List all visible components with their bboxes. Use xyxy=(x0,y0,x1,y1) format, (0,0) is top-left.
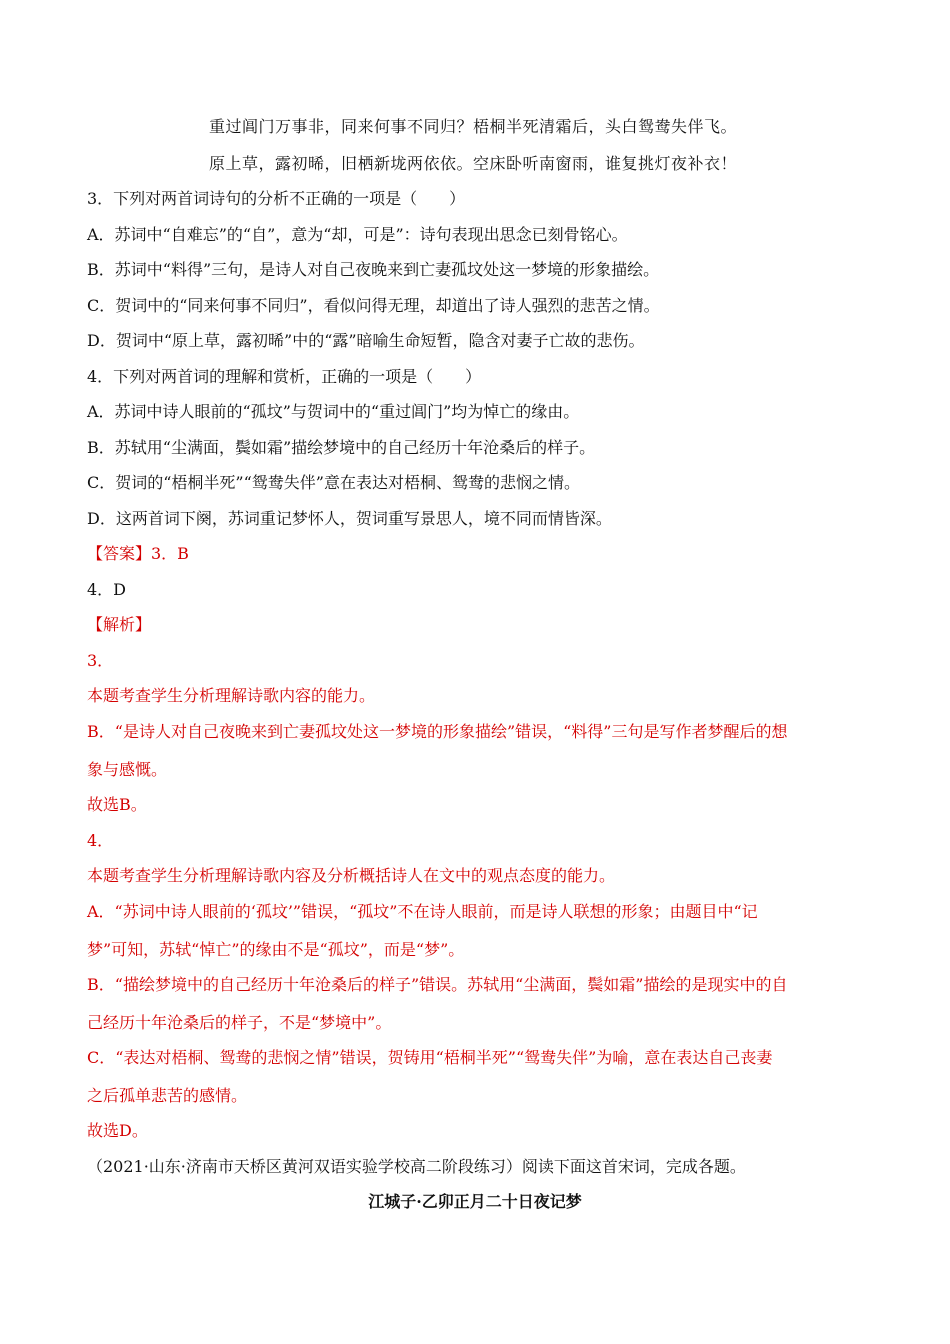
analysis-q4-number: 4． xyxy=(87,831,114,850)
question-3-stem: 3．下列对两首词诗句的分析不正确的一项是（ ） xyxy=(87,189,466,208)
analysis-q3-line-1: 本题考查学生分析理解诗歌内容的能力。 xyxy=(87,686,376,705)
next-poem-title: 江城子·乙卯正月二十日夜记梦 xyxy=(368,1192,582,1211)
analysis-q3-line-2: B．“是诗人对自己夜晚来到亡妻孤坟处这一梦境的形象描绘”错误，“料得”三句是写作者梦醒后的想 xyxy=(87,722,788,741)
question-4-option-b: B．苏轼用“尘满面，鬓如霜”描绘梦境中的自己经历十年沧桑后的样子。 xyxy=(87,438,596,457)
answer-label: 【答案】3．B xyxy=(87,544,189,563)
analysis-q4-line-6: C．“表达对梧桐、鸳鸯的悲悯之情”错误，贺铸用“梧桐半死”“鸳鸯失伴”为喻，意在表达自己丧妻 xyxy=(87,1048,773,1067)
analysis-q4-line-2: A．“苏词中诗人眼前的‘孤坟’”错误，“孤坟”不在诗人眼前，而是诗人联想的形象；由题目中“记 xyxy=(87,902,758,921)
analysis-label: 【解析】 xyxy=(87,615,152,634)
analysis-q4-line-3: 梦”可知，苏轼“悼亡”的缘由不是“孤坟”，而是“梦”。 xyxy=(87,940,465,959)
analysis-q4-line-8: 故选D。 xyxy=(87,1121,148,1140)
analysis-q4-line-1: 本题考查学生分析理解诗歌内容及分析概括诗人在文中的观点态度的能力。 xyxy=(87,866,616,885)
poem-line-1: 重过阊门万事非，同来何事不同归？梧桐半死清霜后，头白鸳鸯失伴飞。 xyxy=(209,117,738,136)
question-3-option-c: C．贺词中的“同来何事不同归”，看似问得无理，却道出了诗人强烈的悲苦之情。 xyxy=(87,296,660,315)
question-3-option-b: B．苏词中“料得”三句，是诗人对自己夜晚来到亡妻孤坟处这一梦境的形象描绘。 xyxy=(87,260,660,279)
question-4-option-a: A．苏词中诗人眼前的“孤坟”与贺词中的“重过阊门”均为悼亡的缘由。 xyxy=(87,402,580,421)
analysis-q4-line-7: 之后孤单悲苦的感情。 xyxy=(87,1086,248,1105)
question-3-option-a: A．苏词中“自难忘”的“自”，意为“却，可是”：诗句表现出思念已刻骨铭心。 xyxy=(87,225,628,244)
question-4-option-c: C．贺词的“梧桐半死”“鸳鸯失伴”意在表达对梧桐、鸳鸯的悲悯之情。 xyxy=(87,473,580,492)
analysis-q3-line-4: 故选B。 xyxy=(87,795,147,814)
answer-second: 4．D xyxy=(87,580,127,599)
question-4-option-d: D．这两首词下阕，苏词重记梦怀人，贺词重写景思人，境不同而情皆深。 xyxy=(87,509,612,528)
analysis-q4-line-5: 己经历十年沧桑后的样子，不是“梦境中”。 xyxy=(87,1013,392,1032)
poem-line-2: 原上草，露初晞，旧栖新垅两依依。空床卧听南窗雨，谁复挑灯夜补衣！ xyxy=(209,154,738,173)
next-section-intro: （2021·山东·济南市天桥区黄河双语实验学校高二阶段练习）阅读下面这首宋词，完成各题。 xyxy=(87,1157,746,1176)
analysis-q3-number: 3． xyxy=(87,651,114,670)
question-3-option-d: D．贺词中“原上草，露初晞”中的“露”暗喻生命短暂，隐含对妻子亡故的悲伤。 xyxy=(87,331,645,350)
question-4-stem: 4．下列对两首词的理解和赏析，正确的一项是（ ） xyxy=(87,367,482,386)
analysis-q3-line-3: 象与感慨。 xyxy=(87,760,168,779)
analysis-q4-line-4: B．“描绘梦境中的自己经历十年沧桑后的样子”错误。苏轼用“尘满面，鬓如霜”描绘的是现实中的自 xyxy=(87,975,788,994)
